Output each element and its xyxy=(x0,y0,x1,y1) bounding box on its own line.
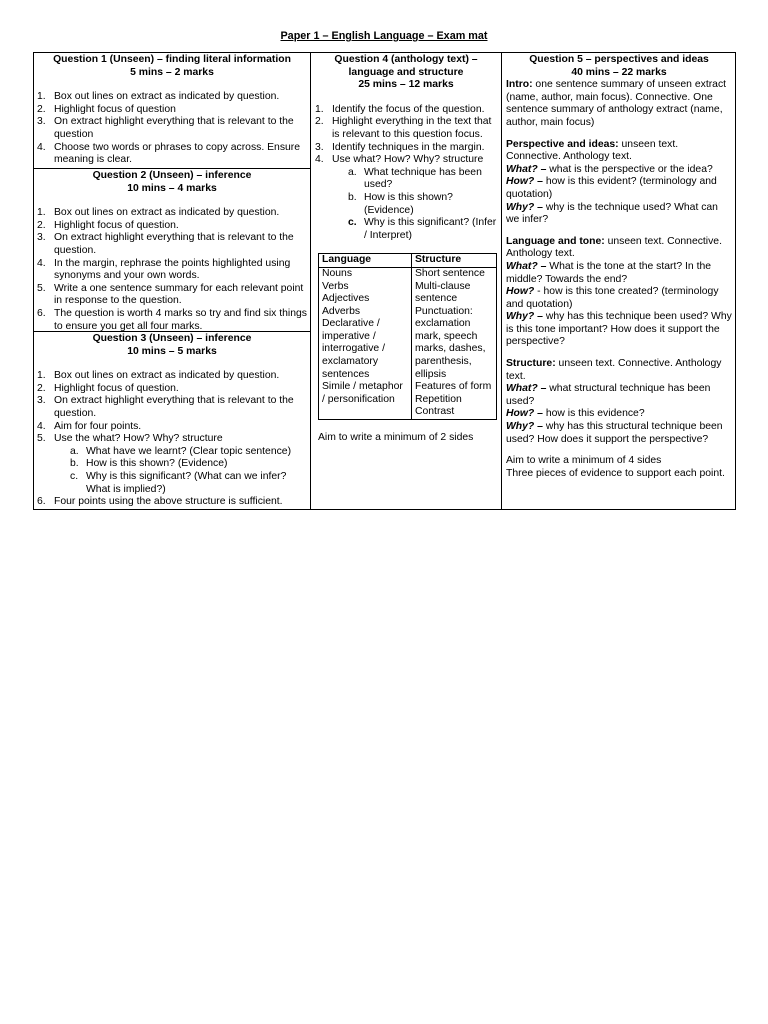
intro-paragraph: Intro: one sentence summary of unseen extract (name, author, main focus). Connective. One sentence summary of anthology extract (name, author, main focus) xyxy=(506,79,727,128)
list-item: b. How is this shown? (Evidence) xyxy=(348,191,453,216)
column-question-5 xyxy=(502,53,735,509)
list-item: 2. Highlight focus of question. xyxy=(37,219,179,231)
structure-techniques-cell: Short sentence Multi-clause sentence Punctuation: exclamation mark, speech marks, dashes, parenthesis, ellipsis Features of form Repetition Contrast xyxy=(412,267,497,419)
page-title: Paper 1 – English Language – Exam mat xyxy=(280,30,488,42)
list-item: 1. Box out lines on extract as indicated by question. xyxy=(37,370,280,382)
question-3-steps xyxy=(37,370,307,446)
list-item: 3. On extract highlight everything that is relevant to the question. xyxy=(37,232,294,256)
list-item: a. What have we learnt? (Clear topic sentence) xyxy=(70,445,292,457)
list-item: 5. Use the what? How? Why? structure xyxy=(37,433,223,445)
column-unseen-questions xyxy=(34,53,311,509)
list-item: 2. Highlight focus of question xyxy=(37,103,176,115)
list-item: 1. Identify the focus of the question. xyxy=(315,103,485,115)
question-3-substeps xyxy=(37,446,307,496)
list-item: 4. In the margin, rephrase the points highlighted using synonyms and your own words. xyxy=(37,257,291,282)
question-3-heading: Question 3 (Unseen) – inference 10 mins – 5 marks xyxy=(92,333,252,357)
question-4-aim: Aim to write a minimum of 2 sides xyxy=(318,432,474,444)
language-techniques-cell: Nouns Verbs Adjectives Adverbs Declarative / imperative / interrogative / exclamatory sentences Simile / metaphor / personification xyxy=(319,267,412,419)
question-2-heading: Question 2 (Unseen) – inference 10 mins – 4 marks xyxy=(92,170,252,194)
table-header-structure: Structure xyxy=(412,254,497,268)
question-4-substeps xyxy=(315,167,497,243)
list-item: c. Why is this significant? (Infer / Interpret) xyxy=(348,217,497,241)
list-item: 1. Box out lines on extract as indicated by question. xyxy=(37,91,280,103)
question-1-steps xyxy=(37,91,307,167)
question-1-heading: Question 1 (Unseen) – finding literal information 5 mins – 2 marks xyxy=(53,54,291,78)
list-item: 2. Highlight everything in the text that is relevant to this question focus. xyxy=(315,116,492,140)
list-item: 4. Use what? How? Why? structure xyxy=(315,154,484,166)
perspective-paragraph: Perspective and ideas: unseen text. Connective. Anthology text. What? – what is the perspective or the idea? How? – how is this evident? (terminology and quotation) Why? – why is the technique used? What can we infer? xyxy=(506,138,718,226)
list-item: 3. On extract highlight everything that is relevant to the question. xyxy=(37,395,294,419)
question-4-heading: Question 4 (anthology text) – language and structure 25 mins – 12 marks xyxy=(334,54,478,91)
column-question-4 xyxy=(311,53,502,509)
question-3-section xyxy=(34,332,310,509)
question-5-aim: Aim to write a minimum of 4 sides Three pieces of evidence to support each point. xyxy=(506,455,725,479)
question-5-section xyxy=(502,53,735,509)
question-1-section xyxy=(34,53,310,169)
table-header-language: Language xyxy=(319,254,412,268)
list-item: 5. Write a one sentence summary for each relevant point in response to the question. xyxy=(37,282,304,307)
list-item: 1. Box out lines on extract as indicated by question. xyxy=(37,207,280,219)
list-item: c. Why is this significant? (What can we infer? What is implied?) xyxy=(70,470,287,495)
list-item: 2. Highlight focus of question. xyxy=(37,382,179,394)
list-item: 3. On extract highlight everything that is relevant to the question xyxy=(37,116,294,140)
language-structure-table xyxy=(318,253,497,420)
list-item: 6. The question is worth 4 marks so try and find six things to ensure you get all four marks. xyxy=(37,307,307,332)
question-4-section xyxy=(311,53,501,509)
question-4-steps xyxy=(315,104,497,167)
list-item: b. How is this shown? (Evidence) xyxy=(70,458,228,470)
exam-mat-table xyxy=(33,52,736,510)
structure-paragraph: Structure: unseen text. Connective. Anthology text. What? – what structural technique has been used? How? – how is this evidence? Why? – why has this structural technique been used? How does it support the perspective? xyxy=(506,358,723,445)
list-item: a. What technique has been used? xyxy=(348,166,482,191)
language-tone-paragraph: Language and tone: unseen text. Connective. Anthology text. What? – What is the tone at the start? In the middle? Towards the end? How? - how is this tone created? (terminology and quotation) Why? – why has this technique been used? Why is this tone important? How does it support the perspective? xyxy=(506,235,732,348)
list-item: 3. Identify techniques in the margin. xyxy=(315,141,485,153)
list-item: 4. Choose two words or phrases to copy across. Ensure meaning is clear. xyxy=(37,141,301,166)
question-2-steps xyxy=(37,207,307,333)
list-item: 6. Four points using the above structure is sufficient. xyxy=(37,496,283,508)
list-item: 4. Aim for four points. xyxy=(37,420,142,432)
question-2-section xyxy=(34,169,310,332)
question-5-heading: Question 5 – perspectives and ideas 40 mins – 22 marks xyxy=(529,54,709,78)
